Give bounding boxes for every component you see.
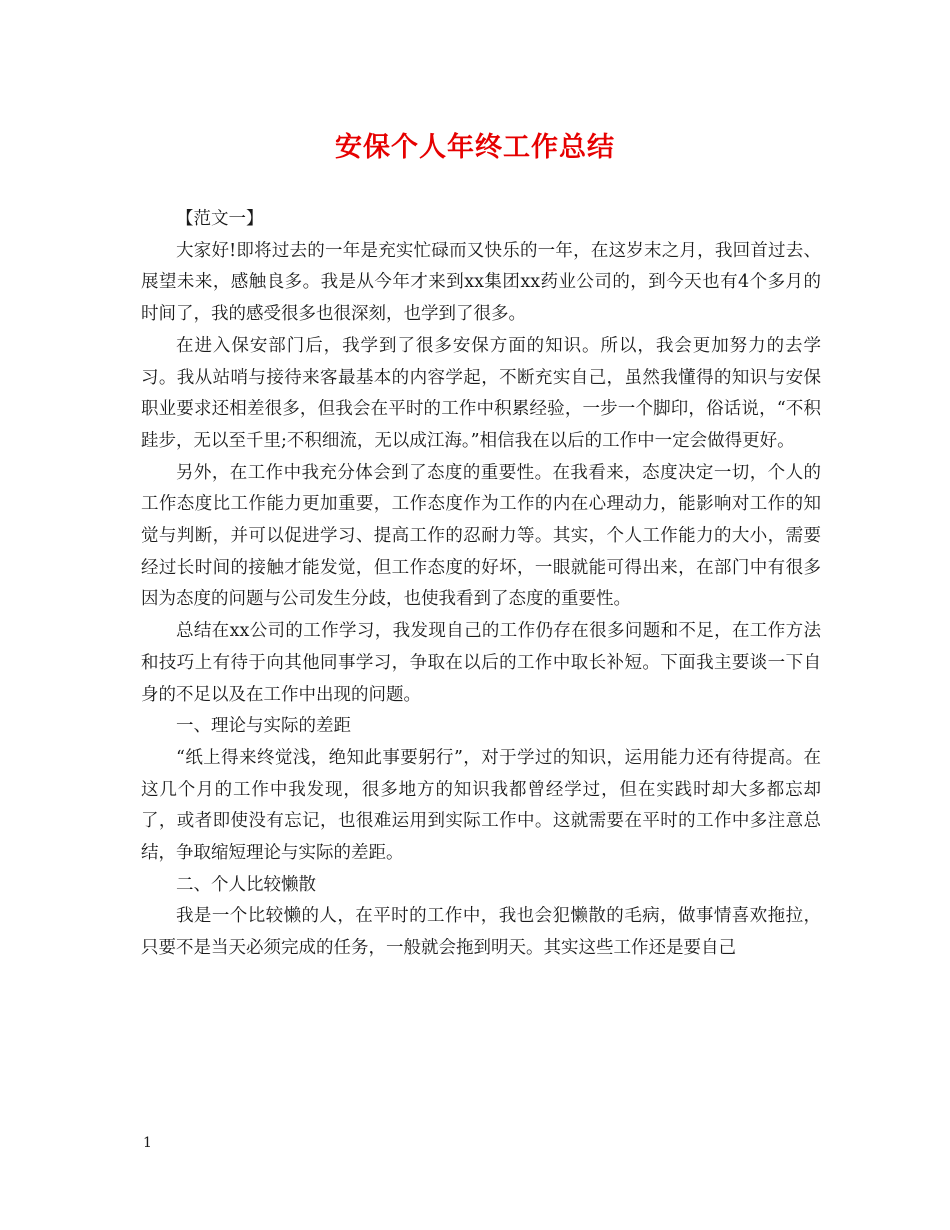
- paragraph: “纸上得来终觉浅，绝知此事要躬行”，对于学过的知识，运用能力还有待提高。在这几个月的工作中我发现，很多地方的知识我都曾经学过，但在实践时却大多都忘却了，或者即使没有忘记，也很难运用到实际工作中。这就需要在平时的工作中多注意总结，争取缩短理论与实际的差距。: [141, 747, 821, 864]
- document-title: 安保个人年终工作总结: [335, 132, 615, 163]
- section-heading: 一、理论与实际的差距: [176, 716, 351, 737]
- section-heading: 二、个人比较懒散: [176, 874, 316, 895]
- paragraph: 在进入保安部门后，我学到了很多安保方面的知识。所以，我会更加努力的去学习。我从站哨与接待来客最基本的内容学起，不断充实自己，虽然我懂得的知识与安保职业要求还相差很多，但我会在平时的工作中积累经验，一步一个脚印，俗话说，“不积跬步，无以至千里;不积细流，无以成江海。”相信我在以后的工作中一定会做得更好。: [141, 335, 821, 451]
- paragraph: 另外，在工作中我充分体会到了态度的重要性。在我看来，态度决定一切，个人的工作态度比工作能力更加重要，工作态度作为工作的内在心理动力，能影响对工作的知觉与判断，并可以促进学习、提高工作的忍耐力等。其实，个人工作能力的大小，需要经过长时间的接触才能发觉，但工作态度的好坏，一眼就能可得出来，在部门中有很多因为态度的问题与公司发生分歧，也使我看到了态度的重要性。: [141, 462, 821, 610]
- paragraph: 我是一个比较懒的人，在平时的工作中，我也会犯懒散的毛病，做事情喜欢拖拉，只要不是当天必须完成的任务，一般就会拖到明天。其实这些工作还是要自己: [141, 906, 821, 959]
- section-label: 【范文一】: [176, 209, 264, 229]
- paragraph: 总结在xx公司的工作学习，我发现自己的工作仍存在很多问题和不足，在工作方法和技巧上有待于向其他同事学习，争取在以后的工作中取长补短。下面我主要谈一下自身的不足以及在工作中出现的问题。: [141, 621, 821, 705]
- paragraph: 大家好!即将过去的一年是充实忙碌而又快乐的一年，在这岁末之月，我回首过去、展望未来，感触良多。我是从今年才来到xx集团xx药业公司的，到今天也有4个多月的时间了，我的感受很多也很深刻，也学到了很多。: [141, 240, 821, 325]
- document-body: [141, 204, 821, 965]
- page-number: 1: [143, 1135, 152, 1151]
